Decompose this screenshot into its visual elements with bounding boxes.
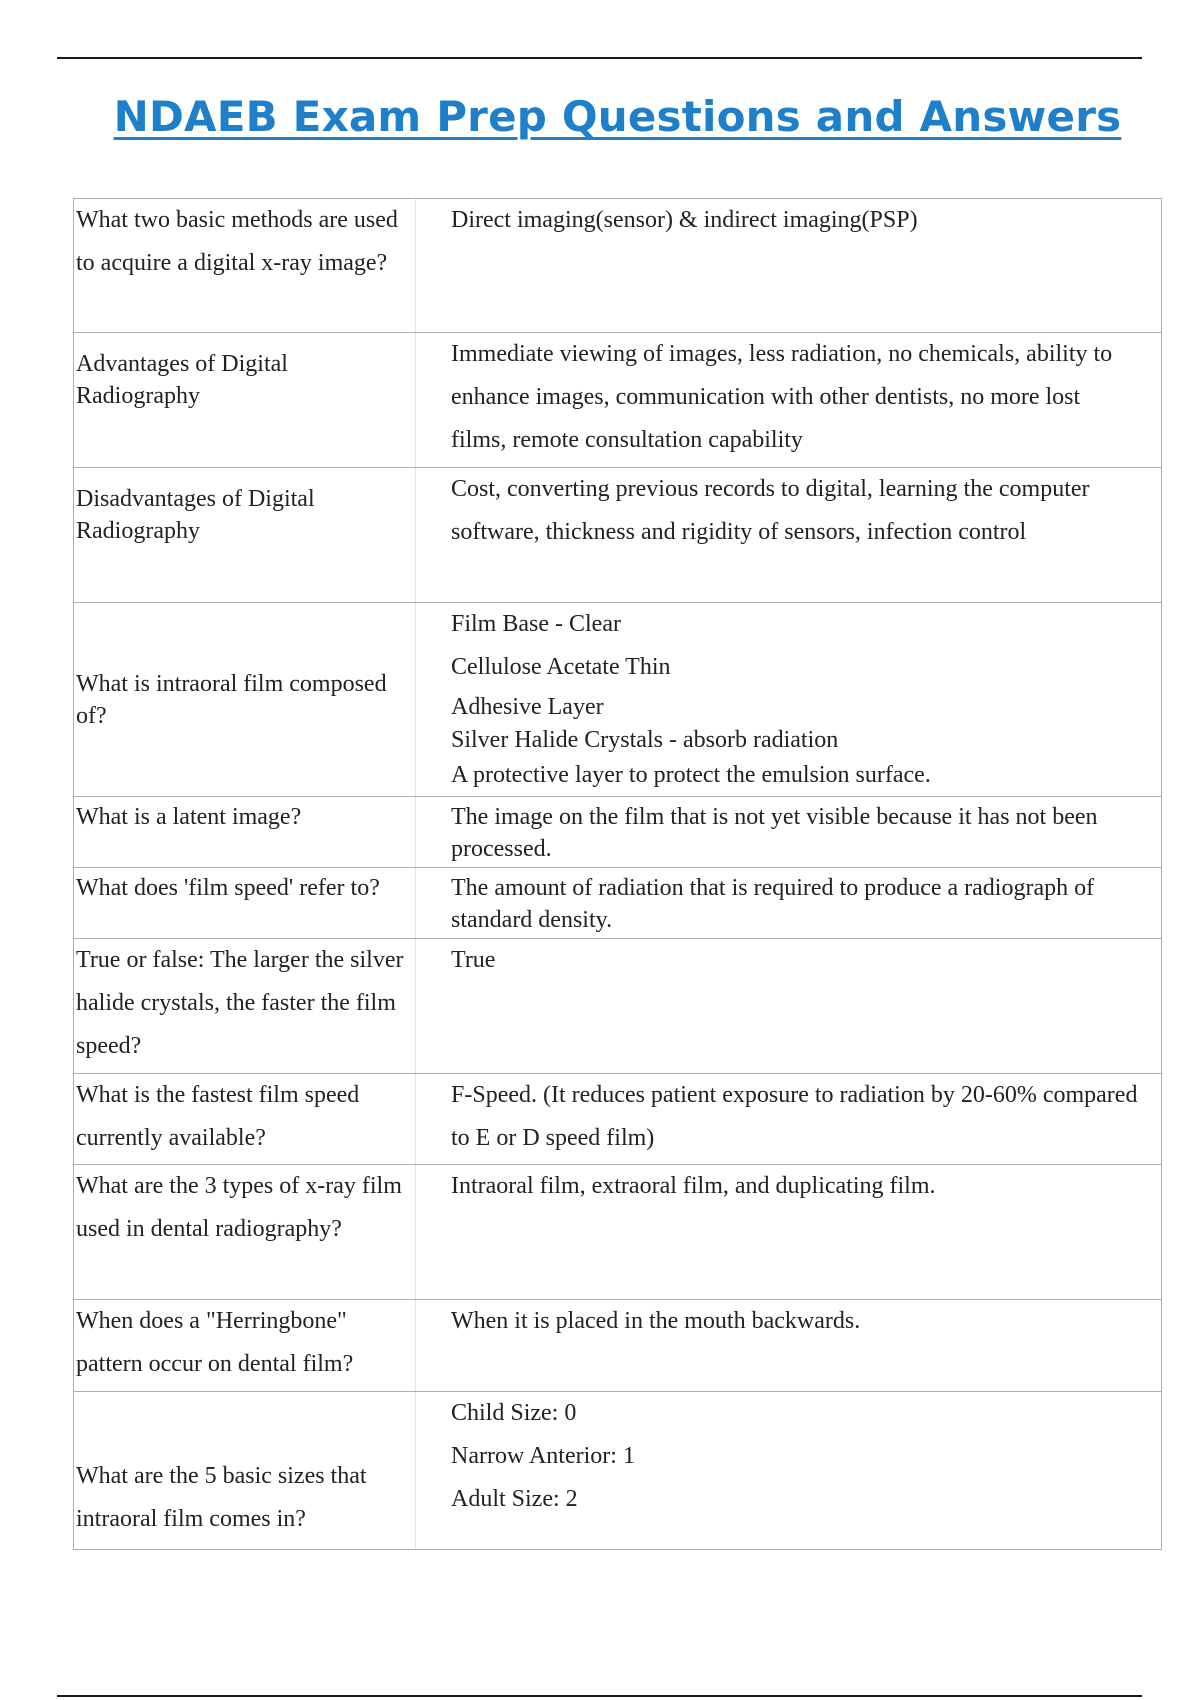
table-row xyxy=(74,333,1162,468)
answer-line: Silver Halide Crystals - absorb radiation xyxy=(451,727,839,753)
table-row xyxy=(74,939,1162,1074)
question-cell xyxy=(74,333,416,468)
answer-cell xyxy=(416,199,1162,333)
answer-cell xyxy=(416,333,1162,468)
question-cell: What is the fastest film speed currently available? xyxy=(74,1074,416,1165)
qa-table xyxy=(73,198,1162,1550)
answer-cell xyxy=(416,1165,1162,1300)
answer-line: Adult Size: 2 xyxy=(451,1486,578,1512)
answer-line: Cellulose Acetate Thin xyxy=(451,654,671,680)
answer-cell xyxy=(416,1392,1162,1550)
table-row xyxy=(74,1300,1162,1392)
answer-cell xyxy=(416,1300,1162,1392)
question-text: Advantages of Digital Radiography xyxy=(76,351,288,409)
answer-cell xyxy=(416,1074,1162,1165)
bottom-rule xyxy=(57,1695,1142,1697)
question-cell: What is a latent image? xyxy=(74,797,416,868)
answer-line: Film Base - Clear xyxy=(451,611,621,637)
answer-cell xyxy=(416,868,1162,939)
answer-line: Narrow Anterior: 1 xyxy=(451,1443,635,1469)
question-cell: What two basic methods are used to acquire a digital x-ray image? xyxy=(74,199,416,333)
answer-line: The image on the film that is not yet visible because it has not been processed. xyxy=(451,804,1098,862)
answer-line: Direct imaging(sensor) & indirect imaging(PSP) xyxy=(451,207,918,233)
answer-line: True xyxy=(451,947,496,973)
answer-line: Intraoral film, extraoral film, and duplicating film. xyxy=(451,1173,936,1199)
top-rule xyxy=(57,57,1142,59)
answer-cell xyxy=(416,939,1162,1074)
answer-cell xyxy=(416,603,1162,797)
question-cell: What are the 5 basic sizes that intraoral film comes in? xyxy=(74,1392,416,1550)
question-cell: When does a "Herringbone" pattern occur on dental film? xyxy=(74,1300,416,1392)
table-row xyxy=(74,603,1162,797)
answer-line: Cost, converting previous records to digital, learning the computer software, thickness and rigidity of sensors, infection control xyxy=(451,476,1090,545)
question-text: Disadvantages of Digital Radiography xyxy=(76,486,315,544)
table-row xyxy=(74,797,1162,868)
table-row xyxy=(74,1074,1162,1165)
answer-line: The amount of radiation that is required to produce a radiograph of standard density. xyxy=(451,875,1095,933)
question-cell: True or false: The larger the silver halide crystals, the faster the film speed? xyxy=(74,939,416,1074)
answer-cell xyxy=(416,797,1162,868)
page-title: NDAEB Exam Prep Questions and Answers xyxy=(113,92,1122,141)
table-row xyxy=(74,868,1162,939)
table-row xyxy=(74,1165,1162,1300)
question-text: What is intraoral film composed of? xyxy=(76,670,387,729)
table-row xyxy=(74,1392,1162,1550)
question-cell: What are the 3 types of x-ray film used in dental radiography? xyxy=(74,1165,416,1300)
answer-line: Child Size: 0 xyxy=(451,1400,577,1426)
question-cell xyxy=(74,603,416,797)
question-cell xyxy=(74,468,416,603)
table-row xyxy=(74,199,1162,333)
answer-line: F-Speed. (It reduces patient exposure to radiation by 20-60% compared to E or D speed film) xyxy=(451,1082,1138,1151)
answer-line: Immediate viewing of images, less radiation, no chemicals, ability to enhance images, communication with other dentists, no more lost films, remote consultation capability xyxy=(451,341,1113,453)
table-row xyxy=(74,468,1162,603)
answer-cell xyxy=(416,468,1162,603)
answer-line: When it is placed in the mouth backwards. xyxy=(451,1308,861,1334)
answer-line: Adhesive Layer xyxy=(451,694,604,720)
question-cell: What does 'film speed' refer to? xyxy=(74,868,416,939)
answer-line: A protective layer to protect the emulsion surface. xyxy=(451,762,931,788)
